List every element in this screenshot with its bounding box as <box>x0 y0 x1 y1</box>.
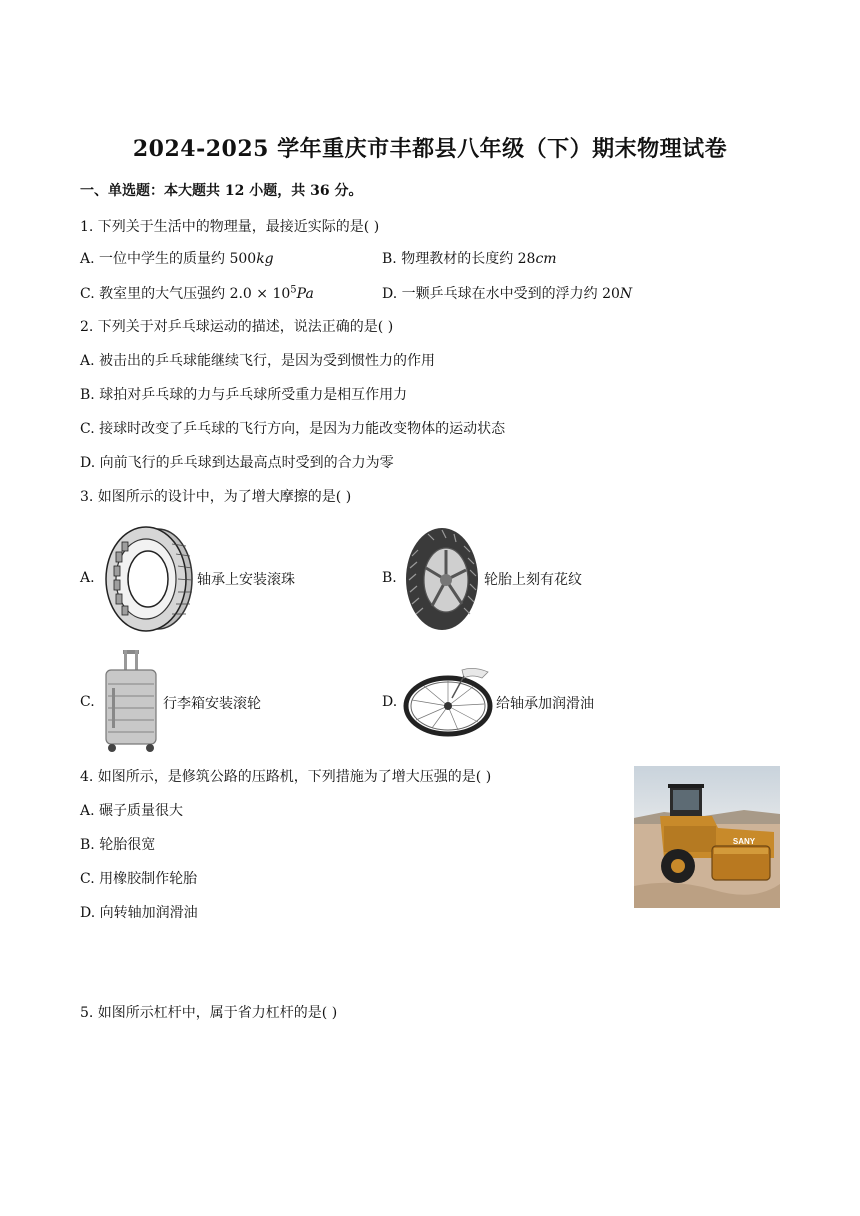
question-1-option-d <box>382 283 632 303</box>
question-4-option-a: A. 碾子质量很大 <box>80 803 184 819</box>
question-4-option-c: C. 用橡胶制作轮胎 <box>80 871 198 887</box>
question-2-stem: 2. 下列关于对乒乓球运动的描述，说法正确的是( ) <box>80 319 394 335</box>
question-4-stem: 4. 如图所示，是修筑公路的压路机，下列措施为了增大压强的是( ) <box>80 769 492 785</box>
question-4-option-d: D. 向转轴加润滑油 <box>80 905 198 921</box>
question-5-stem: 5. 如图所示杠杆中，属于省力杠杆的是( ) <box>80 1005 338 1021</box>
option-unit: Pa <box>296 286 314 302</box>
question-3-option-c-letter: C. <box>80 694 95 710</box>
option-unit: kg <box>256 251 274 267</box>
question-3-option-d-caption: 给轴承加润滑油 <box>496 696 594 712</box>
question-1-stem: 1. 下列关于生活中的物理量，最接近实际的是( ) <box>80 219 380 235</box>
exam-title: 2024-2025 学年重庆市丰都县八年级（下）期末物理试卷 <box>132 136 728 162</box>
question-1-option-b <box>382 248 557 268</box>
roller-brand-logo: SANY <box>732 837 756 846</box>
question-4-option-b: B. 轮胎很宽 <box>80 837 156 853</box>
section-heading: 一、单选题：本大题共 12 小题，共 36 分。 <box>80 183 363 199</box>
option-exponent: 5 <box>290 284 297 296</box>
question-3-stem: 3. 如图所示的设计中，为了增大摩擦的是( ) <box>80 489 352 505</box>
question-2-option-d: D. 向前飞行的乒乓球到达最高点时受到的合力为零 <box>80 455 394 471</box>
bearing-image <box>98 524 196 634</box>
question-3-option-a-letter: A. <box>80 570 95 586</box>
tire-image <box>404 526 480 632</box>
question-3-option-b-letter: B. <box>382 570 397 586</box>
question-2-option-b: B. 球拍对乒乓球的力与乒乓球所受重力是相互作用力 <box>80 387 408 403</box>
option-unit: N <box>619 286 633 302</box>
option-text: C. 教室里的大气压强约 2.0 × 10 <box>80 286 291 302</box>
question-3-option-b-caption: 轮胎上刻有花纹 <box>484 572 582 588</box>
option-text: A. 一位中学生的质量约 500 <box>80 251 257 267</box>
option-unit: cm <box>535 251 557 267</box>
question-1-option-a <box>80 248 274 268</box>
question-1-option-c <box>80 283 314 303</box>
question-2-option-c: C. 接球时改变了乒乓球的飞行方向，是因为力能改变物体的运动状态 <box>80 421 506 437</box>
question-3-option-d-letter: D. <box>382 694 398 710</box>
question-2-option-a: A. 被击出的乒乓球能继续飞行，是因为受到惯性力的作用 <box>80 353 436 369</box>
option-text: B. 物理教材的长度约 28 <box>382 251 536 267</box>
option-text: D. 一颗乒乓球在水中受到的浮力约 20 <box>382 286 620 302</box>
bicycle-wheel-image <box>402 664 494 738</box>
suitcase-image <box>102 648 160 754</box>
question-3-option-c-caption: 行李箱安装滚轮 <box>163 696 261 712</box>
road-roller-image <box>634 766 780 908</box>
question-3-option-a-caption: 轴承上安装滚珠 <box>197 572 295 588</box>
